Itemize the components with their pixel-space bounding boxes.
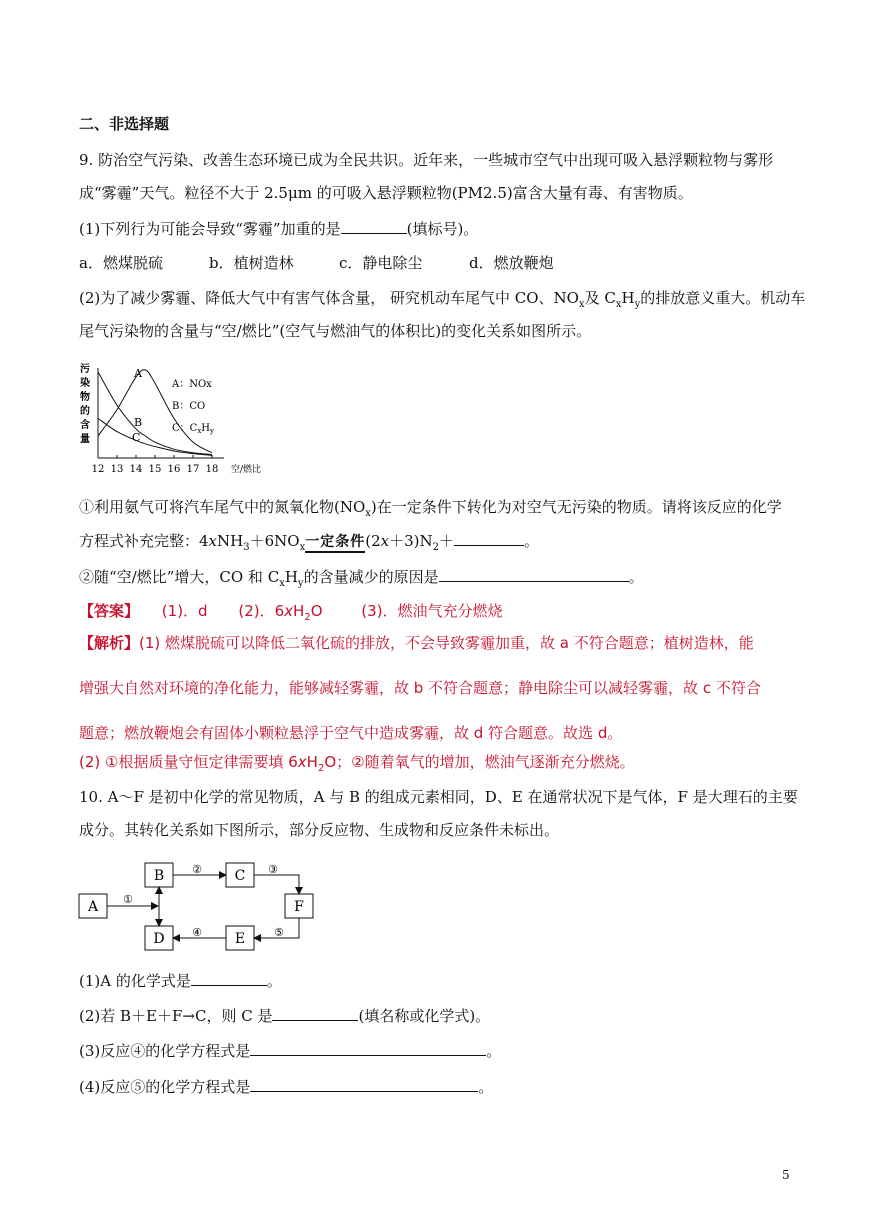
q10-line2: 成分。其转化关系如下图所示，部分反应物、生成物和反应条件未标出。 [79,821,560,839]
subscript: x [299,542,306,553]
text-run: H [621,289,635,307]
conversion-diagram [76,856,326,956]
text-run: (2)若 B＋E＋F→C，则 C 是 [79,1007,273,1025]
text-run: (4)反应⑤的化学方程式是 [79,1078,251,1096]
analysis-line1 [79,632,754,653]
q9-option-a: a．燃煤脱硫 [79,254,163,272]
q9-option-c: c．静电除尘 [339,254,423,272]
q9-part2-line1 [79,288,805,308]
q10-part2-blank [272,1006,358,1021]
text-run: (2 [365,532,381,550]
subscript: 2 [317,763,325,774]
node-a: A [87,899,99,915]
q9-sub1-equation [79,531,539,552]
equation-blank [454,531,524,546]
ylabel-char: 含 [80,420,90,431]
text-run: ②随“空/燃比”增大，CO 和 C [79,568,280,586]
q9-part1 [79,219,478,239]
text-run: O [310,602,323,620]
node-b: B [153,868,165,884]
q10-part2 [79,1006,490,1026]
legend-c-h: H [201,423,210,434]
chart-xlabel: 空/燃比 [231,465,262,475]
answer-2 [238,602,323,623]
x-tick-label: 18 [205,464,219,475]
var-x: x [284,602,294,620]
text-run: (填名称或化学式)。 [358,1007,491,1025]
q10-part1 [79,971,282,991]
analysis-label: 【解析】 [79,634,140,652]
answer-1: (1)．d [161,602,208,620]
subscript: y [634,299,641,310]
analysis-line2: 增强大自然对环境的净化能力，能够减轻雾霾，故 b 不符合题意；静电除尘可以减轻雾霾，故 c 不符合 [79,679,761,697]
subscript: 2 [304,612,311,623]
node-c: C [234,868,246,884]
text-run: 。 [478,1078,494,1096]
subscript: 2 [432,542,439,553]
legend-c-sub-x: x [197,427,202,435]
q9-part1-suffix: (填标号)。 [406,220,479,238]
text-run: 。 [628,568,644,586]
reason-blank [439,567,629,582]
text-run: ＋6NO [249,532,300,550]
text-run: (2)为了减少雾霾、降低大气中有害气体含量， 研究机动车尾气中 CO、NO [79,289,579,307]
q10-part3 [79,1041,501,1061]
ylabel-char: 污 [80,364,90,375]
curve-label-a: A [134,367,142,380]
q9-sub1-line1 [79,497,782,517]
var-x: x [208,532,218,550]
step-label-4: ④ [192,926,202,939]
text-run: H [284,568,298,586]
step-label-3: ③ [268,863,278,876]
q10-part4-blank [250,1077,478,1092]
text-run: (2) ①根据质量守恒定律需要填 6 [79,753,298,771]
q9-part2-line2: 尾气污染物的含量与“空/燃比”(空气与燃油气的体积比)的变化关系如图所示。 [79,322,592,340]
text-run: 及 C [584,289,616,307]
ylabel-char: 物 [80,392,90,403]
q10-part3-blank [250,1041,486,1056]
text-run: ＋ [439,532,455,550]
analysis-line4 [79,751,635,772]
legend-entry-a: A：NOx [172,379,212,390]
text-run: ①利用氨气可将汽车尾气中的氮氧化物(NO [79,498,366,516]
x-tick-label: 13 [110,464,124,475]
q10-part1-blank [191,971,267,986]
legend-c-main: C：C [172,423,198,434]
text-run: 的含量减少的原因是 [303,568,439,586]
x-tick-label: 15 [148,464,162,475]
ylabel-char: 的 [80,406,90,417]
text-run: 。 [266,972,282,990]
answer-3: (3)．燃油气充分燃烧 [361,602,503,620]
curve-label-c: C [132,431,141,444]
subscript: y [297,578,304,589]
legend-entry-c [172,423,214,435]
node-d: D [153,931,165,947]
x-tick-label: 16 [167,464,181,475]
step-label-1: ① [123,893,133,906]
page-number: 5 [782,1168,790,1182]
section-title: 二、非选择题 [79,115,170,133]
chart-tick-labels [92,464,219,475]
text-run: H [306,753,318,771]
q9-part1-blank [341,219,407,234]
subscript: 3 [243,542,250,553]
x-tick-label: 17 [186,464,200,475]
q9-option-d: d．燃放鞭炮 [469,254,554,272]
q9-sub2 [79,567,644,587]
text-run: NH [217,532,244,550]
ylabel-char: 染 [80,378,90,389]
text-run: 。 [524,532,540,550]
node-e: E [234,931,246,947]
text-run: H [293,602,305,620]
text-run: )在一定条件下转化为对空气无污染的物质。请将该反应的化学 [370,498,782,516]
analysis-line3: 题意；燃放鞭炮会有固体小颗粒悬浮于空气中造成雾霾，故 d 符合题意。故选 d。 [79,724,623,742]
ylabel-char: 量 [80,434,90,445]
legend-c-sub-y: y [210,427,214,435]
legend-entry-b: B：CO [172,401,206,412]
var-x: x [297,753,307,771]
x-tick-label: 14 [129,464,143,475]
text-run: (3)反应④的化学方程式是 [79,1042,251,1060]
var-x: x [380,532,390,550]
reaction-condition: 一定条件 [305,534,366,550]
subscript: x [279,578,285,589]
answer-line [79,601,503,621]
q10-part4 [79,1077,493,1097]
q9-part1-prefix: (1)下列行为可能会导致“雾霾”加重的是 [79,220,341,238]
subscript: x [615,299,622,310]
answer-label: 【答案】 [79,602,140,620]
subscript: x [365,508,371,519]
curve-label-b: B [134,416,143,429]
q9-option-b: b．植树造林 [209,254,294,272]
step-label-2: ② [192,863,202,876]
x-tick-label: 12 [91,464,105,475]
text-run: O；②随着氧气的增加，燃油气逐渐充分燃烧。 [324,753,635,771]
text-run: (2)．6 [238,602,285,620]
text-run: 。 [486,1042,502,1060]
step-label-5: ⑤ [274,926,284,939]
text-run: (1) 燃煤脱硫可以降低二氧化硫的排放，不会导致雾霾加重，故 a 不符合题意；植树造林，能 [139,634,754,652]
node-f: F [294,899,304,915]
text-run: 方程式补充完整：4 [79,532,209,550]
pollutant-chart [76,360,262,475]
subscript: x [578,299,585,310]
text-run: 的排放意义重大。机动车 [640,289,806,307]
q9-line2: 成“雾霾”天气。粒径不大于 2.5μm 的可吸入悬浮颗粒物(PM2.5)富含大量有毒、有害物质。 [79,184,693,202]
q9-line1: 9. 防治空气污染、改善生态环境已成为全民共识。近年来，一些城市空气中出现可吸入悬浮颗粒物与雾形 [79,151,774,169]
text-run: ＋3)N [389,532,433,550]
text-run: (1)A 的化学式是 [79,972,191,990]
chart-ylabel [80,362,90,445]
q10-line1: 10. A～F 是初中化学的常见物质，A 与 B 的组成元素相同，D、E 在通常状况下是气体，F 是大理石的主要 [79,788,798,806]
arrow-3 [254,875,299,894]
